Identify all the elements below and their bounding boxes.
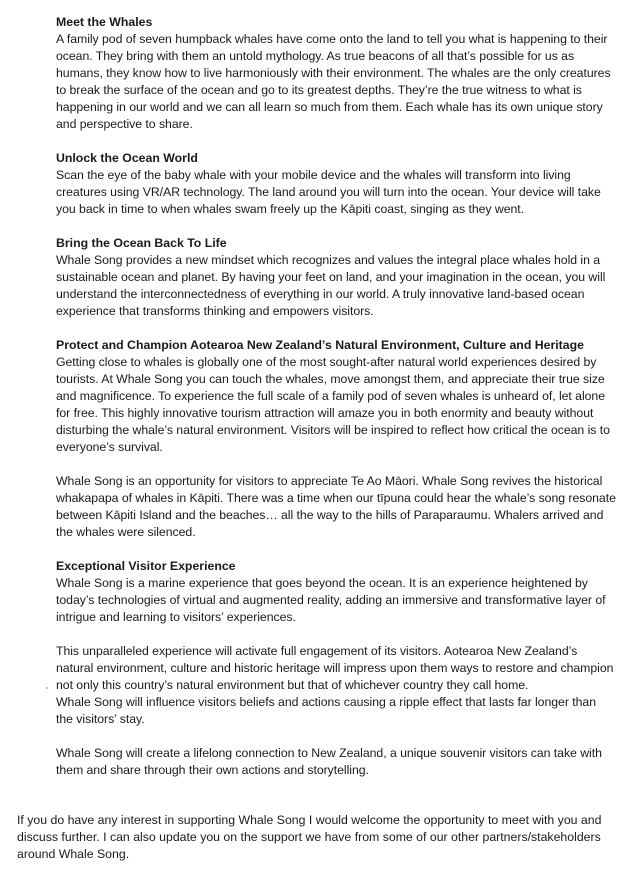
section-heading: Meet the Whales <box>56 15 153 29</box>
section-heading: Exceptional Visitor Experience <box>56 559 236 573</box>
section-paragraph: Getting close to whales is globally one of the most sought-after natural world experiences desired by tourists. At Whale Song you can touch the whales, move amongst them, and appreciate their true size and magnificence. To experience the full scale of a family pod of seven whales is unheard of, let alone for free. This highly innovative tourism attraction will amaze you in both enormity and beauty without disturbing the whale’s natural environment. Visitors will be inspired to reflect how critical the ocean is to everyone’s survival. <box>56 355 610 454</box>
section-paragraph: Whale Song provides a new mindset which recognizes and values the integral place whales hold in a sustainable ocean and planet. By having your feet on land, and your imagination in the ocean, you will understand the interconnectedness of everything in our world. A truly innovative land-based ocean experience that transforms thinking and empowers visitors. <box>56 253 606 318</box>
section-bring-the-ocean-back-to-life <box>56 235 616 320</box>
section-unlock-the-ocean-world <box>56 150 616 218</box>
section-paragraph: Whale Song will influence visitors beliefs and actions causing a ripple effect that lasts far longer than the visitors’ stay. <box>56 695 596 726</box>
section-paragraph: This unparalleled experience will activate full engagement of its visitors. Aotearoa New Zealand’s natural environment, culture and historic heritage will impress upon them ways to restore and champion not only this country’s natural environment but that of whichever country they call home. <box>56 644 614 692</box>
section-paragraph: A family pod of seven humpback whales have come onto the land to tell you what is happening to their ocean. They bring with them an untold mythology. As true beacons of all that’s possible for us as humans, they know how to live harmoniously with their environment. The whales are the only creatures to break the surface of the ocean and go to its greatest depths. They’re the true witness to what is happening in our world and we can all learn so much from them. Each whale has its own unique story and perspective to share. <box>56 32 611 131</box>
section-heading: Protect and Champion Aotearoa New Zealand’s Natural Environment, Culture and Heritage <box>56 338 584 352</box>
section-paragraph: Whale Song will create a lifelong connection to New Zealand, a unique souvenir visitors can take with them and share through their own actions and storytelling. <box>56 746 602 777</box>
closing-paragraph: If you do have any interest in supporting Whale Song I would welcome the opportunity to meet with you and discuss further. I can also update you on the support we have from some of our other partners/stakeholders around Whale Song. <box>17 813 602 861</box>
stray-mark <box>46 687 48 689</box>
section-heading: Bring the Ocean Back To Life <box>56 236 227 250</box>
section-meet-the-whales <box>56 14 616 133</box>
section-paragraph: Whale Song is a marine experience that goes beyond the ocean. It is an experience heightened by today’s technologies of virtual and augmented reality, adding an immersive and transformative layer of intrigue and learning to visitors’ experiences. <box>56 576 606 624</box>
document-body <box>56 14 616 796</box>
section-paragraph: Whale Song is an opportunity for visitors to appreciate Te Ao Māori. Whale Song revives the historical whakapapa of whales in Kāpiti. There was a time when our tīpuna could hear the whale’s song resonate between Kāpiti Island and the beaches… all the way to the hills of Paraparaumu. Whalers arrived and the whales were silenced. <box>56 474 616 539</box>
section-heading: Unlock the Ocean World <box>56 151 198 165</box>
section-exceptional-visitor-experience <box>56 558 616 779</box>
section-protect-and-champion <box>56 337 616 541</box>
section-paragraph: Scan the eye of the baby whale with your mobile device and the whales will transform into living creatures using VR/AR technology. The land around you will turn into the ocean. Your device will take you back in time to when whales swam freely up the Kāpiti coast, singing as they went. <box>56 168 601 216</box>
